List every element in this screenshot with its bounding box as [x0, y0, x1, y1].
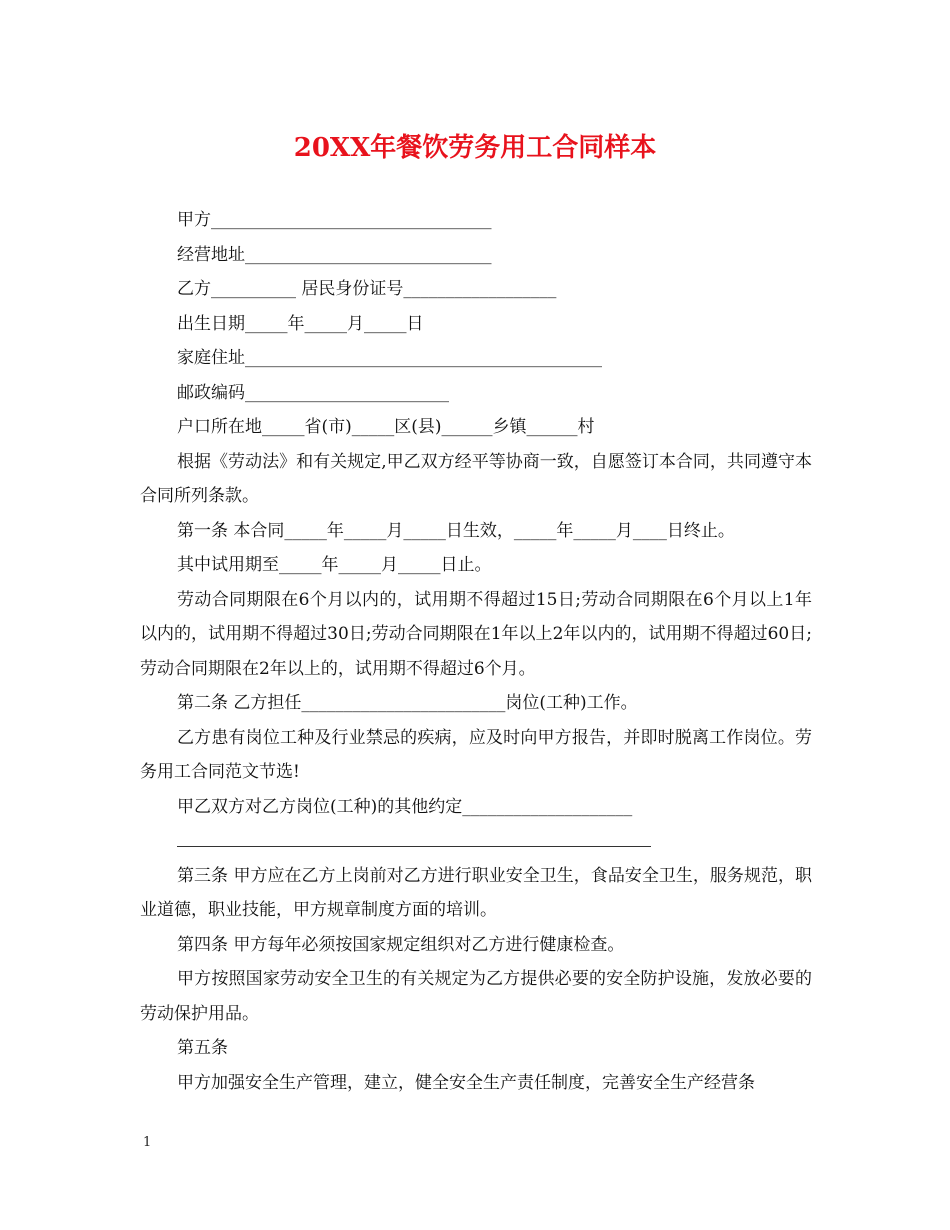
document-body [140, 203, 812, 1100]
party-a-line: 甲方_________________________________ [177, 210, 492, 230]
page-number: 1 [143, 1135, 152, 1150]
other-agreement-line: 甲乙双方对乙方岗位(工种)的其他约定____________________ [177, 796, 633, 817]
postal-code-line: 邮政编码________________________ [177, 382, 449, 403]
disease-paragraph: 乙方患有岗位工种及行业禁忌的疾病，应及时向甲方报告，并即时脱离工作岗位。劳务用工合同范文节选! [140, 727, 812, 782]
hukou-line: 户口所在地_____省(市)_____区(县)______乡镇______村 [177, 417, 595, 437]
article-1-trial: 其中试用期至_____年_____月_____日止。 [177, 555, 492, 575]
home-address-line: 家庭住址__________________________________________ [177, 348, 602, 368]
article-2: 第二条 乙方担任________________________岗位(工种)工作。 [177, 693, 638, 713]
article-4: 第四条 甲方每年必须按国家规定组织对乙方进行健康检查。 [177, 934, 625, 955]
article-3: 第三条 甲方应在乙方上岗前对乙方进行职业安全卫生，食品安全卫生，服务规范，职业道德，职业技能，甲方规章制度方面的培训。 [140, 865, 812, 920]
intro-paragraph: 根据《劳动法》和有关规定,甲乙双方经平等协商一致，自愿签订本合同，共同遵守本合同所列条款。 [140, 451, 812, 506]
safety-management-paragraph: 甲方加强安全生产管理，建立，健全安全生产责任制度，完善安全生产经营条 [177, 1072, 755, 1093]
party-b-line: 乙方__________ 居民身份证号__________________ [177, 279, 557, 299]
safety-paragraph: 甲方按照国家劳动安全卫生的有关规定为乙方提供必要的安全防护设施，发放必要的劳动保护用品。 [140, 969, 812, 1024]
trial-period-paragraph: 劳动合同期限在6个月以内的，试用期不得超过15日;劳动合同期限在6个月以上1年以内的，试用期不得超过30日;劳动合同期限在1年以上2年以内的，试用期不得超过60日;劳动合同期限在2年以上的，试用期不得超过6个月。 [140, 589, 812, 679]
article-5: 第五条 [177, 1038, 228, 1058]
blank-underline-row [140, 824, 812, 859]
article-1: 第一条 本合同_____年_____月_____日生效，_____年_____月____日终止。 [177, 520, 735, 541]
blank-underline [177, 846, 651, 847]
business-address-line: 经营地址_____________________________ [177, 244, 492, 265]
document-title: 20XX年餐饮劳务用工合同样本 [293, 133, 657, 163]
birth-date-line: 出生日期_____年_____月_____日 [177, 313, 424, 334]
